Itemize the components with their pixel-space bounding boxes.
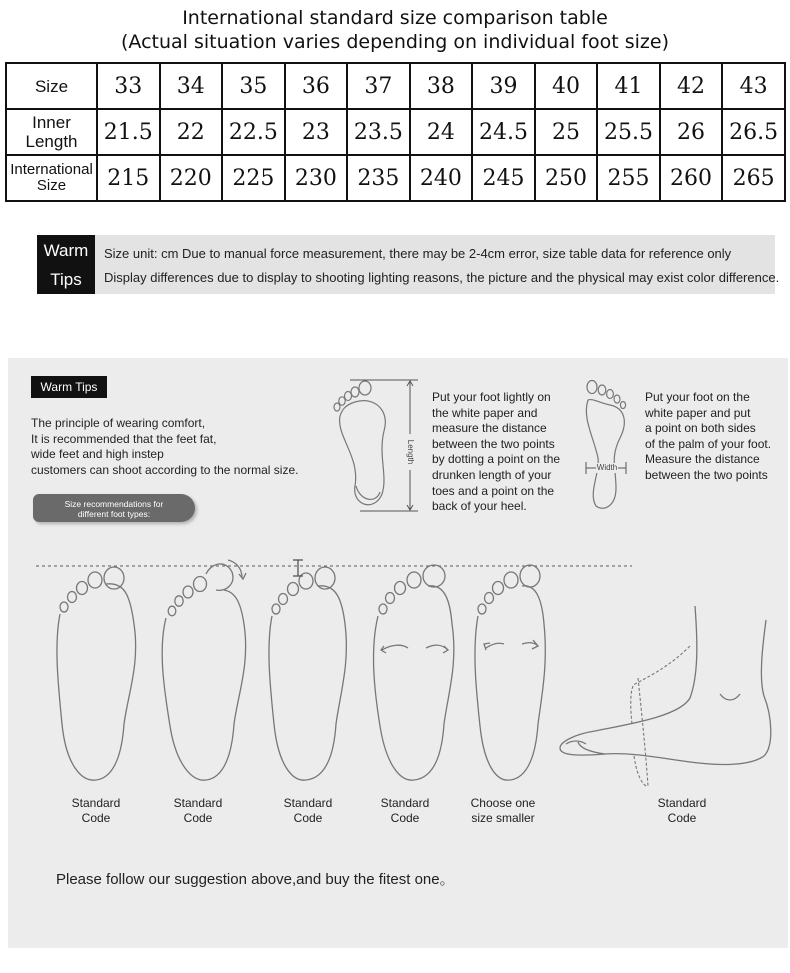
size-table-cell: 225: [222, 155, 285, 201]
foot-type-caption-5: [453, 796, 553, 826]
instruction-line: Measure the distance: [645, 452, 760, 467]
pill-line: Size recommendations for: [64, 499, 164, 509]
foot-types-illustration: [36, 554, 636, 789]
foot-type-caption-1: [46, 796, 146, 826]
principle-line: It is recommended that the feet fat,: [31, 431, 217, 446]
foot-type-caption-6: [632, 796, 732, 826]
size-table-cell: 37: [347, 63, 410, 109]
size-table-cell: 26: [660, 109, 723, 155]
size-table-cell: 240: [410, 155, 473, 201]
foot-width-illustration: [580, 378, 640, 513]
size-table-cell: 22: [160, 109, 223, 155]
foot-length-illustration: [330, 376, 420, 516]
instruction-line: Put your foot lightly on: [432, 390, 551, 404]
instruction-line: between the two points: [432, 436, 555, 451]
size-table-cell: 38: [410, 63, 473, 109]
size-table-cell: 42: [660, 63, 723, 109]
foot-type-4-drawing: [374, 565, 454, 780]
size-table-cell: 220: [160, 155, 223, 201]
size-table-cell: 215: [97, 155, 160, 201]
instruction-line: between the two points: [645, 467, 768, 482]
size-table-cell: 22.5: [222, 109, 285, 155]
size-table-row-label: International Size: [6, 155, 97, 201]
foot-type-3-drawing: [269, 560, 346, 780]
warm-tips-badge-line-1: Warm: [43, 241, 89, 260]
instruction-line: of the palm of your foot.: [645, 436, 772, 451]
foot-type-caption-2: [148, 796, 248, 826]
instruction-line: a point on both sides: [645, 421, 756, 436]
foot-type-5-drawing: [475, 565, 545, 780]
guide-warm-tips-badge: Warm Tips: [31, 376, 107, 398]
caption-line: size smaller: [471, 811, 535, 825]
size-table-cell: 25.5: [597, 109, 660, 155]
instruction-line: Put your foot on the: [645, 390, 750, 404]
comfort-principle-text: [31, 416, 298, 478]
instruction-line: back of your heel.: [432, 499, 527, 514]
width-instruction-text: [645, 390, 771, 484]
caption-line: Choose one: [470, 796, 536, 810]
size-table-cell: 35: [222, 63, 285, 109]
width-label: Width: [596, 463, 618, 473]
size-table-row: [6, 155, 785, 201]
caption-line: Code: [293, 811, 323, 825]
size-table-cell: 24: [410, 109, 473, 155]
warm-tips-badge: [37, 235, 95, 294]
title-line-2: (Actual situation varies depending on individual foot size): [121, 31, 669, 53]
length-label: Length: [405, 439, 415, 465]
size-table-row-label: Size: [6, 63, 97, 109]
size-table-cell: 23: [285, 109, 348, 155]
size-comparison-table: [5, 62, 786, 202]
instruction-line: the white paper and: [432, 405, 538, 420]
instruction-line: white paper and put: [645, 405, 751, 420]
size-table-cell: 25: [535, 109, 598, 155]
warm-tips-banner: [37, 235, 780, 294]
size-table-cell: 245: [472, 155, 535, 201]
size-table-cell: 41: [597, 63, 660, 109]
caption-line: Standard: [173, 796, 223, 810]
foot-measurement-guide: [8, 358, 788, 948]
size-table-cell: 24.5: [472, 109, 535, 155]
caption-line: Code: [81, 811, 111, 825]
caption-line: Code: [183, 811, 213, 825]
length-instruction-text: [432, 390, 560, 515]
purchase-suggestion: Please follow our suggestion above,and buy the fitest one。: [56, 871, 455, 888]
instruction-line: drunken length of your: [432, 467, 552, 482]
caption-line: Standard: [657, 796, 707, 810]
instruction-line: measure the distance: [432, 421, 547, 436]
size-table-cell: 265: [722, 155, 785, 201]
size-table-row: [6, 109, 785, 155]
size-table-cell: 23.5: [347, 109, 410, 155]
size-table-cell: 43: [722, 63, 785, 109]
size-table-cell: 260: [660, 155, 723, 201]
size-table-row-label: Inner Length: [6, 109, 97, 155]
caption-line: Standard: [283, 796, 333, 810]
size-table-row: [6, 63, 785, 109]
principle-line: The principle of wearing comfort,: [31, 416, 206, 430]
foot-type-caption-4: [355, 796, 455, 826]
warm-tips-line-1: Size unit: cm Due to manual force measurement, there may be 2-4cm error, size table data for reference only: [104, 246, 732, 261]
instruction-line: toes and a point on the: [432, 483, 555, 498]
instep-side-view-illustration: [550, 606, 780, 796]
size-recommendation-pill: [33, 494, 195, 522]
page-title: [0, 6, 790, 54]
size-table-cell: 34: [160, 63, 223, 109]
foot-type-caption-3: [258, 796, 358, 826]
size-table-cell: 255: [597, 155, 660, 201]
caption-line: Code: [667, 811, 697, 825]
principle-line: customers can shoot according to the normal size.: [31, 462, 299, 477]
size-table-cell: 250: [535, 155, 598, 201]
caption-line: Code: [390, 811, 420, 825]
foot-type-1-drawing: [57, 567, 136, 780]
size-table-cell: 33: [97, 63, 160, 109]
caption-line: Standard: [380, 796, 430, 810]
size-table-cell: 21.5: [97, 109, 160, 155]
instruction-line: by dotting a point on the: [432, 452, 561, 467]
size-table-cell: 26.5: [722, 109, 785, 155]
pill-line: different foot types:: [77, 509, 151, 519]
warm-tips-badge-line-2: Tips: [50, 270, 82, 289]
caption-line: Standard: [71, 796, 121, 810]
size-table-cell: 36: [285, 63, 348, 109]
size-table-cell: 40: [535, 63, 598, 109]
size-table-cell: 230: [285, 155, 348, 201]
warm-tips-line-2: Display differences due to display to shooting lighting reasons, the picture and the physical may exist color difference.: [104, 270, 780, 285]
size-table-cell: 39: [472, 63, 535, 109]
principle-line: wide feet and high instep: [31, 447, 164, 461]
foot-type-2-drawing: [162, 560, 246, 780]
title-line-1: International standard size comparison table: [182, 7, 608, 29]
size-table-cell: 235: [347, 155, 410, 201]
